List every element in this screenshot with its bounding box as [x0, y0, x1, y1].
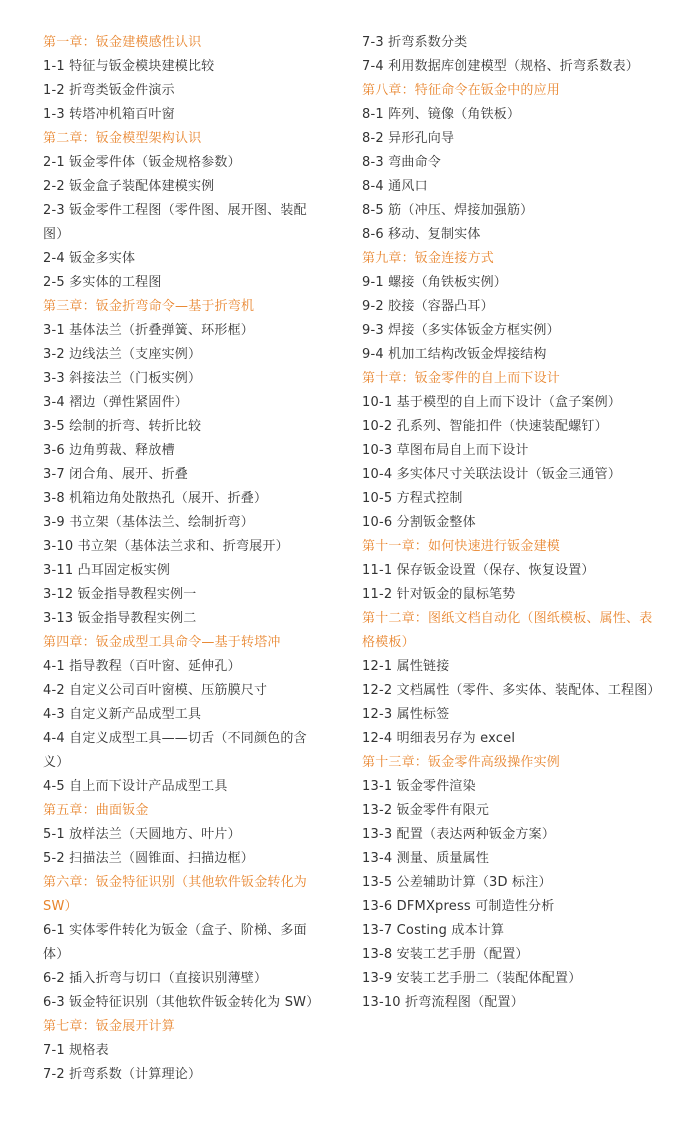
toc-entry: 3-3 斜接法兰（门板实例）: [43, 371, 202, 386]
toc-entry: 3-8 机箱边角处散热孔（展开、折叠）: [43, 491, 268, 506]
toc-entry: 3-6 边角剪裁、释放槽: [43, 443, 175, 458]
toc-entry: 11-2 针对钣金的鼠标笔势: [362, 587, 516, 602]
chapter-heading: 第六章：钣金特征识别（其他软件钣金转化为 SW）: [43, 875, 308, 914]
toc-entry: 7-3 折弯系数分类: [362, 35, 468, 50]
toc-entry: 13-9 安装工艺手册二（装配体配置）: [362, 971, 582, 986]
toc-entry: 10-5 方程式控制: [362, 491, 463, 506]
toc-entry: 1-2 折弯类钣金件演示: [43, 83, 175, 98]
toc-entry: 6-2 插入折弯与切口（直接识别薄壁）: [43, 971, 268, 986]
toc-entry: 11-1 保存钣金设置（保存、恢复设置）: [362, 563, 595, 578]
toc-entry: 4-2 自定义公司百叶窗模、压筋膜尺寸: [43, 683, 268, 698]
toc-entry: 9-1 螺接（角铁板实例）: [362, 275, 507, 290]
chapter-heading: 第五章：曲面钣金: [43, 803, 149, 818]
toc-entry: 12-2 文档属性（零件、多实体、装配体、工程图）: [362, 683, 661, 698]
toc-entry: 9-4 机加工结构改钣金焊接结构: [362, 347, 547, 362]
toc-entry: 2-5 多实体的工程图: [43, 275, 162, 290]
toc-entry: 5-1 放样法兰（天圆地方、叶片）: [43, 827, 241, 842]
toc-entry: 1-1 特征与钣金模块建模比较: [43, 59, 215, 74]
toc-entry: 10-2 孔系列、智能扣件（快速装配螺钉）: [362, 419, 608, 434]
toc-entry: 3-11 凸耳固定板实例: [43, 563, 171, 578]
toc-entry: 4-5 自上而下设计产品成型工具: [43, 779, 228, 794]
toc-entry: 2-3 钣金零件工程图（零件图、展开图、装配图）: [43, 203, 307, 242]
toc-entry: 9-2 胶接（容器凸耳）: [362, 299, 494, 314]
toc-entry: 3-2 边线法兰（支座实例）: [43, 347, 202, 362]
toc-entry: 4-1 指导教程（百叶窗、延伸孔）: [43, 659, 241, 674]
toc-entry: 8-6 移动、复制实体: [362, 227, 481, 242]
toc-entry: 8-1 阵列、镜像（角铁板）: [362, 107, 521, 122]
toc-entry: 13-6 DFMXpress 可制造性分析: [362, 899, 555, 914]
toc-entry: 13-2 钣金零件有限元: [362, 803, 490, 818]
toc-entry: 12-1 属性链接: [362, 659, 450, 674]
toc-entry: 6-1 实体零件转化为钣金（盒子、阶梯、多面体）: [43, 923, 307, 962]
toc-entry: 2-4 钣金多实体: [43, 251, 136, 266]
toc-entry: 8-3 弯曲命令: [362, 155, 441, 170]
toc-right-column: [362, 31, 662, 1015]
toc-entry: 13-5 公差辅助计算（3D 标注）: [362, 875, 552, 890]
toc-entry: 8-5 筋（冲压、焊接加强筋）: [362, 203, 534, 218]
toc-entry: 12-4 明细表另存为 excel: [362, 731, 516, 746]
toc-entry: 4-3 自定义新产品成型工具: [43, 707, 202, 722]
chapter-heading: 第十三章：钣金零件高级操作实例: [362, 755, 561, 770]
toc-entry: 10-3 草图布局自上而下设计: [362, 443, 529, 458]
toc-left-column: [43, 31, 319, 1087]
toc-entry: 8-2 异形孔向导: [362, 131, 455, 146]
toc-entry: 3-7 闭合角、展开、折叠: [43, 467, 188, 482]
toc-entry: 3-9 书立架（基体法兰、绘制折弯）: [43, 515, 254, 530]
toc-entry: 10-1 基于模型的自上而下设计（盒子案例）: [362, 395, 622, 410]
toc-entry: 3-12 钣金指导教程实例一: [43, 587, 197, 602]
toc-entry: 3-10 书立架（基体法兰求和、折弯展开）: [43, 539, 289, 554]
toc-entry: 10-4 多实体尺寸关联法设计（钣金三通管）: [362, 467, 622, 482]
toc-entry: 8-4 通风口: [362, 179, 428, 194]
toc-entry: 3-13 钣金指导教程实例二: [43, 611, 197, 626]
toc-entry: 3-5 绘制的折弯、转折比较: [43, 419, 202, 434]
chapter-heading: 第一章：钣金建模感性认识: [43, 35, 202, 50]
toc-entry: 13-10 折弯流程图（配置）: [362, 995, 524, 1010]
chapter-heading: 第四章：钣金成型工具命令—基于转塔冲: [43, 635, 281, 650]
chapter-heading: 第十章：钣金零件的自上而下设计: [362, 371, 561, 386]
toc-entry: 13-4 测量、质量属性: [362, 851, 490, 866]
toc-entry: 1-3 转塔冲机箱百叶窗: [43, 107, 175, 122]
toc-entry: 2-1 钣金零件体（钣金规格参数）: [43, 155, 241, 170]
chapter-heading: 第十一章：如何快速进行钣金建模: [362, 539, 561, 554]
toc-entry: 7-1 规格表: [43, 1043, 109, 1058]
chapter-heading: 第七章：钣金展开计算: [43, 1019, 176, 1034]
toc-entry: 4-4 自定义成型工具——切舌（不同颜色的含义）: [43, 731, 307, 770]
toc-entry: 7-4 利用数据库创建模型（规格、折弯系数表）: [362, 59, 639, 74]
toc-entry: 13-3 配置（表达两种钣金方案）: [362, 827, 556, 842]
toc-entry: 13-8 安装工艺手册（配置）: [362, 947, 529, 962]
chapter-heading: 第二章：钣金模型架构认识: [43, 131, 202, 146]
toc-entry: 3-1 基体法兰（折叠弹簧、环形框）: [43, 323, 254, 338]
toc-entry: 9-3 焊接（多实体钣金方框实例）: [362, 323, 560, 338]
chapter-heading: 第八章：特征命令在钣金中的应用: [362, 83, 561, 98]
toc-entry: 3-4 褶边（弹性紧固件）: [43, 395, 188, 410]
toc-entry: 2-2 钣金盒子装配体建模实例: [43, 179, 215, 194]
toc-entry: 5-2 扫描法兰（圆锥面、扫描边框）: [43, 851, 254, 866]
toc-entry: 13-1 钣金零件渲染: [362, 779, 476, 794]
toc-entry: 7-2 折弯系数（计算理论）: [43, 1067, 202, 1082]
toc-entry: 10-6 分割钣金整体: [362, 515, 476, 530]
chapter-heading: 第九章：钣金连接方式: [362, 251, 495, 266]
toc-entry: 13-7 Costing 成本计算: [362, 923, 505, 938]
toc-entry: 12-3 属性标签: [362, 707, 450, 722]
chapter-heading: 第三章：钣金折弯命令—基于折弯机: [43, 299, 255, 314]
toc-entry: 6-3 钣金特征识别（其他软件钣金转化为 SW）: [43, 995, 320, 1010]
chapter-heading: 第十二章：图纸文档自动化（图纸模板、属性、表格模板）: [362, 611, 653, 650]
